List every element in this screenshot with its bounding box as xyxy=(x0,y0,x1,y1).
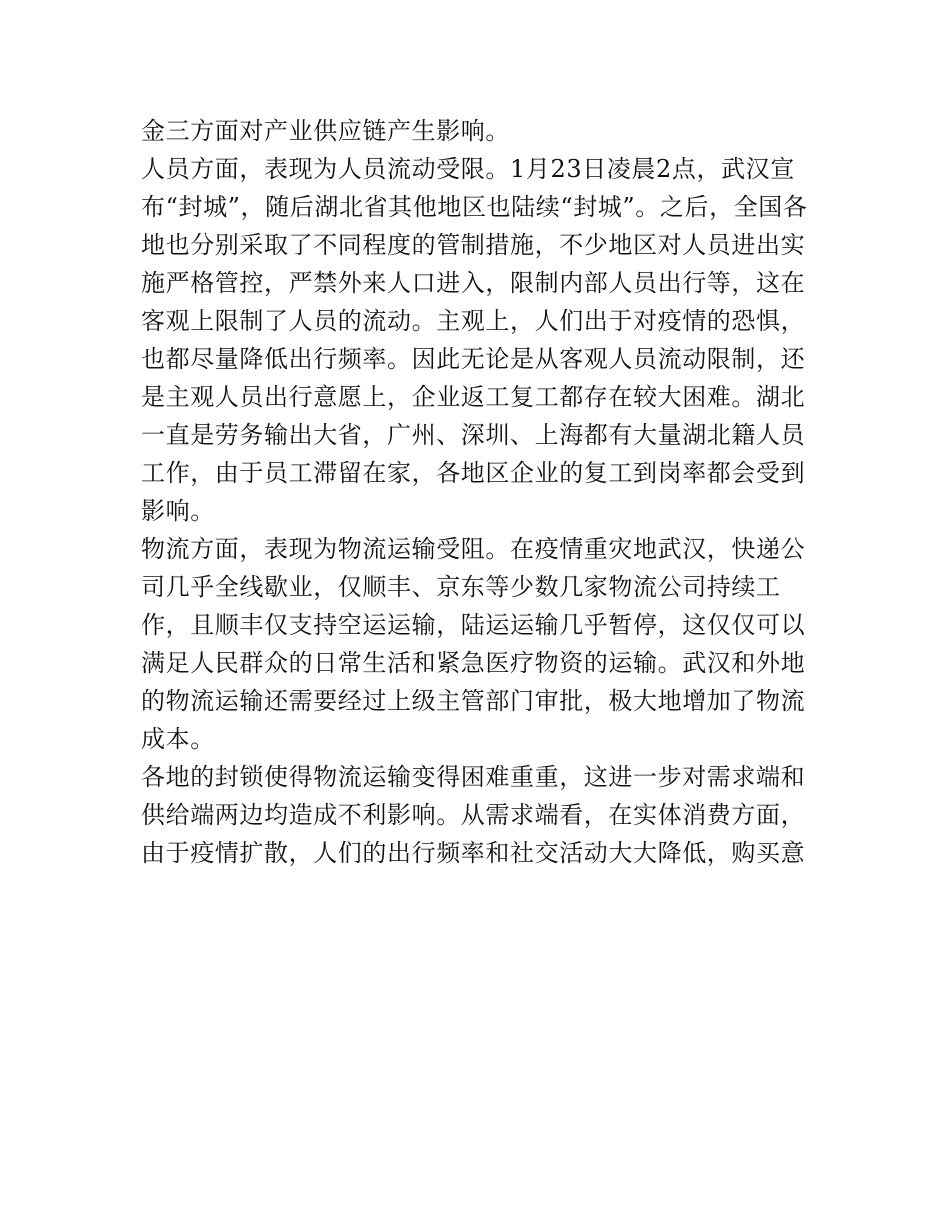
text-line: 人员方面，表现为人员流动受限。1月23日凌晨2点，武汉宣 xyxy=(141,155,795,183)
document-body xyxy=(141,112,813,872)
text-line: 客观上限制了人员的流动。主观上，人们出于对疫情的恐惧， xyxy=(141,307,806,335)
text-line: 一直是劳务输出大省，广州、深圳、上海都有大量湖北籍人员 xyxy=(141,421,806,449)
text-line: 物流方面，表现为物流运输受阻。在疫情重灾地武汉，快递公 xyxy=(141,535,806,563)
text-line: 司几乎全线歇业，仅顺丰、京东等少数几家物流公司持续工 xyxy=(141,573,781,601)
text-line: 也都尽量降低出行频率。因此无论是从客观人员流动限制，还 xyxy=(141,345,806,373)
text-line: 施严格管控，严禁外来人口进入，限制内部人员出行等，这在 xyxy=(141,269,806,297)
text-line: 由于疫情扩散，人们的出行频率和社交活动大大降低，购买意 xyxy=(141,839,806,867)
text-line: 供给端两边均造成不利影响。从需求端看，在实体消费方面， xyxy=(141,801,806,829)
text-line: 满足人民群众的日常生活和紧急医疗物资的运输。武汉和外地 xyxy=(141,649,806,677)
text-line: 布“封城”，随后湖北省其他地区也陆续“封城”。之后，全国各 xyxy=(141,193,808,221)
text-line: 作，且顺丰仅支持空运运输，陆运运输几乎暂停，这仅仅可以 xyxy=(141,611,806,639)
text-line: 是主观人员出行意愿上，企业返工复工都存在较大困难。湖北 xyxy=(141,383,806,411)
text-line: 地也分别采取了不同程度的管制措施，不少地区对人员进出实 xyxy=(141,231,806,259)
text-line: 的物流运输还需要经过上级主管部门审批，极大地增加了物流 xyxy=(141,687,806,715)
text-line: 成本。 xyxy=(141,725,215,753)
text-line: 金三方面对产业供应链产生影响。 xyxy=(141,117,510,145)
text-line: 各地的封锁使得物流运输变得困难重重，这进一步对需求端和 xyxy=(141,763,806,791)
text-line: 工作，由于员工滞留在家，各地区企业的复工到岗率都会受到 xyxy=(141,459,806,487)
text-line: 影响。 xyxy=(141,497,215,525)
